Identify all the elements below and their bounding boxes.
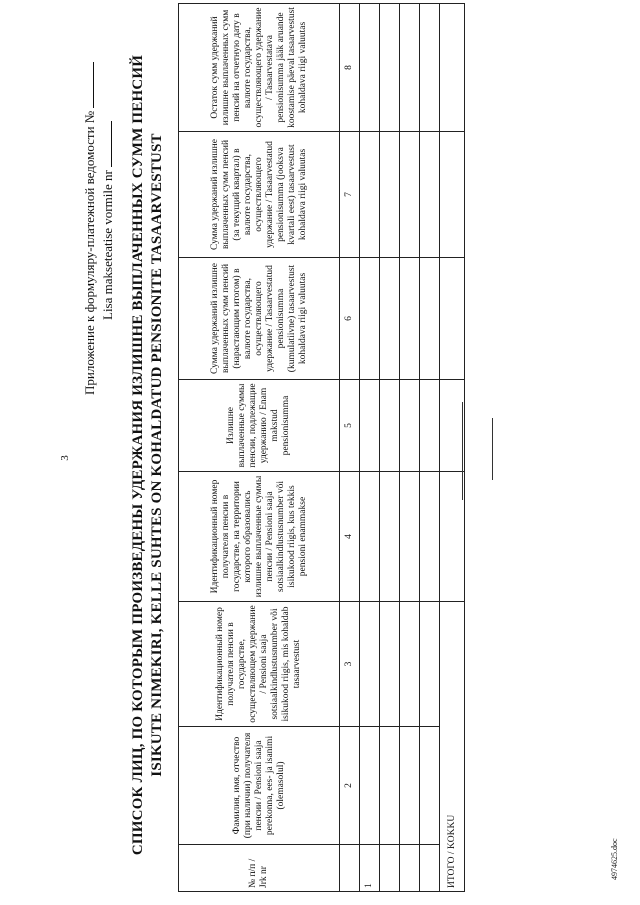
row-cell[interactable] [400, 602, 420, 727]
table-row [400, 4, 420, 892]
header-balance: Остаток сумм удержаний излишне выплаченных сумм пенсий на отчетную дату в валюте государства, осуществляющего удержание / Tasaarvestatava pensionisumma jääk aruande koostamise päeval tasaarvestust kohaldava riigi valuutas [179, 4, 340, 132]
row-cell[interactable] [400, 4, 420, 132]
total-cell[interactable] [440, 380, 465, 472]
column-number: 4 [340, 472, 360, 602]
table-row [420, 4, 440, 892]
signature-line-short [492, 418, 493, 480]
row-cell[interactable] [360, 4, 380, 132]
file-name: 4974625.doc [610, 838, 619, 880]
row-cell[interactable] [380, 472, 400, 602]
row-cell[interactable] [400, 727, 420, 845]
row-cell[interactable] [420, 258, 440, 380]
row-cell[interactable] [400, 845, 420, 892]
header-cumulative: Сумма удержаний излишне выплаченных сумм пенсий (нарастающим итогом) в валюте государства, осуществляющего удержание / Tasaarvestatud pensionisumma (kumulatiivne) tasaarvestust kohaldava riigi valuutas [179, 258, 340, 380]
row-cell[interactable] [360, 727, 380, 845]
column-number: 5 [340, 380, 360, 472]
row-cell[interactable] [360, 602, 380, 727]
row-cell[interactable] [360, 132, 380, 258]
row-cell[interactable] [400, 472, 420, 602]
signature-line [462, 402, 463, 500]
page-number: 3 [58, 455, 71, 461]
appendix-et-text: Lisa makseteatise vormile nr [100, 170, 115, 320]
table-header-row [179, 4, 340, 892]
row-cell[interactable] [400, 380, 420, 472]
column-number-row [340, 4, 360, 892]
row-cell[interactable] [420, 602, 440, 727]
column-number: 7 [340, 132, 360, 258]
header-quarter: Сумма удержаний излишне выплаченных сумм пенсий (за текущий квартал) в валюте государства, осуществляющего удержание / Tasaarvestatud pensionisumma (jooksva kvartali eest) tasaarvestust kohaldava riigi valuutas [179, 132, 340, 258]
column-number: 3 [340, 602, 360, 727]
appendix-ru [82, 62, 98, 395]
row-cell[interactable] [420, 472, 440, 602]
column-number [340, 845, 360, 892]
row-cell[interactable] [420, 132, 440, 258]
appendix-et [100, 121, 116, 320]
form-number-blank-et[interactable] [111, 121, 112, 167]
column-number: 6 [340, 258, 360, 380]
total-cell[interactable] [440, 4, 465, 132]
row-cell[interactable] [380, 380, 400, 472]
persons-table [178, 3, 465, 892]
row-cell[interactable] [420, 845, 440, 892]
column-number: 8 [340, 4, 360, 132]
title-et: ISIKUTE NIMEKIRI, KELLE SUHTES ON KOHALDATUD PENSIONITE TASAARVESTUST [149, 133, 165, 777]
total-row [440, 4, 465, 892]
row-cell[interactable] [420, 4, 440, 132]
table-row [360, 4, 380, 892]
header-id-origin: Идентификационный номер получателя пенсии в государстве, на территории которого образовались излишне выплаченные суммы пенсии / Pensioni saaja sotsiaalkindlustusnumber või isikukood riigis, kus tekkis pensioni enammakse [179, 472, 340, 602]
form-number-blank-ru[interactable] [93, 62, 94, 108]
header-number: № п/п / Jrk nr [179, 845, 340, 892]
row-cell[interactable]: 1 [360, 845, 380, 892]
row-cell[interactable] [380, 602, 400, 727]
table-row [380, 4, 400, 892]
total-cell[interactable] [440, 132, 465, 258]
row-cell[interactable] [380, 845, 400, 892]
row-cell[interactable] [360, 258, 380, 380]
row-cell[interactable] [420, 380, 440, 472]
total-label: ИТОГО / KOKKU [440, 602, 465, 892]
header-id-withholding: Идентификационный номер получателя пенсии в государстве, осуществляющем удержание / Pensioni saaja sotsiaalkindlustusnumber või isikukood riigis, mis kohaldab tasaarvestust [179, 602, 340, 727]
header-overpaid: Излишне выплаченные суммы пенсии, подлежащие удержанию / Enam makstud pensionisumma [179, 380, 340, 472]
row-cell[interactable] [400, 132, 420, 258]
row-cell[interactable] [400, 258, 420, 380]
row-cell[interactable] [360, 380, 380, 472]
row-cell[interactable] [380, 727, 400, 845]
total-cell[interactable] [440, 258, 465, 380]
row-cell[interactable] [360, 472, 380, 602]
column-number: 2 [340, 727, 360, 845]
title-ru: СПИСОК ЛИЦ, ПО КОТОРЫМ ПРОИЗВЕДЕНЫ УДЕРЖАНИЯ ИЗЛИШНЕ ВЫПЛАЧЕННЫХ СУММ ПЕНСИЙ [130, 54, 146, 856]
row-cell[interactable] [380, 4, 400, 132]
appendix-ru-text: Приложение к формуляру-платежной ведомости № [82, 110, 97, 395]
row-cell[interactable] [380, 132, 400, 258]
header-name: Фамилия, имя, отчество (при наличии) получателя пенсии / Pensioni saaja perekonna, ees- ja isanimi (olemasolul) [179, 727, 340, 845]
row-cell[interactable] [380, 258, 400, 380]
row-cell[interactable] [420, 727, 440, 845]
total-cell[interactable] [440, 472, 465, 602]
